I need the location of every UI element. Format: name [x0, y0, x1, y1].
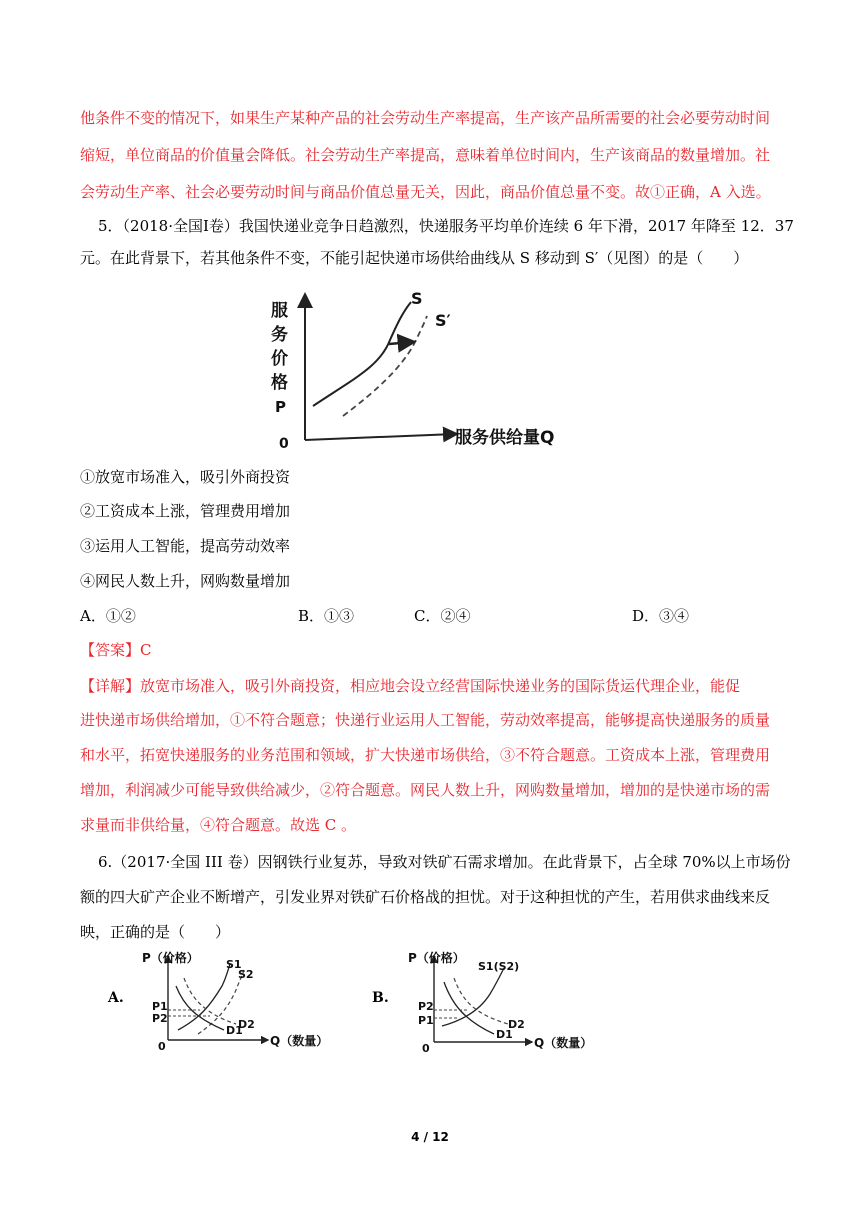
a-origin: 0: [158, 1040, 166, 1053]
detail-text-1: 放宽市场准入，吸引外商投资，相应地会设立经营国际快递业务的国际货运代理企业，能促: [140, 677, 741, 695]
q5-statement-1: ①放宽市场准入，吸引外商投资: [80, 468, 291, 486]
q5-option-a: A．①②: [80, 607, 136, 625]
q6-option-b-label: B.: [372, 990, 389, 1006]
y-label-letter: P: [275, 398, 286, 416]
a-d1-curve: [176, 986, 224, 1030]
q5-stem-line-1: 5．（2018·全国Ⅰ卷）我国快递业竞争日趋激烈，快递服务平均单价连续 6 年下滑，2017 年降至 12．37: [98, 217, 794, 235]
q5-answer: [80, 640, 152, 660]
a-s2-label: S2: [238, 968, 254, 981]
q5-option-c: C．②④: [414, 607, 471, 625]
explanation-line-1: 他条件不变的情况下，如果生产某种产品的社会劳动生产率提高，生产该产品所需要的社会必要劳动时间: [80, 109, 771, 127]
q6-option-a-label: A.: [108, 990, 124, 1006]
explanation-line-2: 缩短，单位商品的价值量会降低。社会劳动生产率提高，意味着单位时间内，生产该商品的数量增加。社: [80, 146, 771, 164]
b-d1-curve: [444, 982, 494, 1034]
b-d2-curve: [454, 978, 508, 1024]
b-x-label: Q（数量）: [534, 1036, 593, 1050]
q5-stem-line-2: 元。在此背景下，若其他条件不变，不能引起快递市场供给曲线从 S 移动到 S′（见图）的是（ ）: [80, 249, 749, 267]
q5-detail-line-4: 增加，利润减少可能导致供给减少，②符合题意。网民人数上升，网购数量增加，增加的是快递市场的需: [80, 781, 771, 799]
supply-curve-s-prime: [343, 316, 427, 416]
a-s1-label: S1: [226, 958, 242, 971]
b-origin: 0: [422, 1042, 430, 1055]
b-p2: P2: [418, 1000, 434, 1013]
explanation-line-3: 会劳动生产率、社会必要劳动时间与商品价值总量无关，因此，商品价值总量不变。故①正确，A 入选。: [80, 183, 771, 201]
q6-figure-a: [140, 948, 340, 1058]
curve-s-prime-label: S′: [435, 311, 451, 330]
q5-option-b: B．①③: [298, 607, 355, 625]
a-x-label: Q（数量）: [270, 1034, 329, 1048]
q6-figure-b: [404, 948, 614, 1058]
page-number: 4 / 12: [411, 1130, 449, 1144]
detail-label: 【详解】: [80, 677, 141, 695]
a-y-label: P（价格）: [142, 951, 199, 965]
a-p2: P2: [152, 1012, 168, 1025]
curve-s-label: S: [411, 289, 423, 308]
y-label-char-3: 价: [271, 349, 288, 369]
x-axis-label: 服务供给量Q: [455, 428, 555, 448]
answer-value: C: [140, 641, 152, 659]
b-y-label: P（价格）: [408, 951, 465, 965]
q5-statement-4: ④网民人数上升，网购数量增加: [80, 572, 291, 590]
q6-stem-line-2: 额的四大矿产企业不断增产，引发业界对铁矿石价格战的担忧。对于这种担忧的产生，若用供求曲线来反: [80, 888, 771, 906]
q6-stem-line-1: 6.（2017·全国 III 卷）因钢铁行业复苏，导致对铁矿石需求增加。在此背景下，占全球 70%以上市场份: [98, 853, 791, 871]
b-s-label: S1(S2): [478, 960, 520, 973]
q5-detail-line-1: [80, 676, 740, 696]
q5-detail-line-5: 求量而非供给量，④符合题意。故选 C 。: [80, 816, 357, 834]
a-d1-label: D1: [226, 1024, 243, 1037]
b-p1: P1: [418, 1014, 434, 1027]
y-label-char-2: 务: [271, 325, 288, 345]
q5-statement-2: ②工资成本上涨，管理费用增加: [80, 502, 291, 520]
y-label-char-4: 格: [271, 373, 288, 393]
q5-detail-line-3: 和水平，拓宽快递服务的业务范围和领域，扩大快递市场供给，③不符合题意。工资成本上涨，管理费用: [80, 746, 771, 764]
q5-supply-figure: [265, 288, 565, 460]
a-d2-label: D2: [238, 1018, 255, 1031]
answer-label: 【答案】: [80, 641, 141, 659]
a-p1: P1: [152, 1000, 168, 1013]
q5-option-d: D．③④: [632, 607, 690, 625]
y-label-char-1: 服: [271, 301, 288, 321]
q5-statement-3: ③运用人工智能，提高劳动效率: [80, 537, 291, 555]
shift-arrow: [389, 342, 412, 344]
b-d1-label: D1: [496, 1028, 513, 1041]
supply-curve-s: [313, 302, 411, 406]
q6-stem-line-3: 映，正确的是（ ）: [80, 923, 231, 941]
a-d2-curve: [184, 978, 236, 1024]
q5-detail-line-2: 进快递市场供给增加，①不符合题意；快递行业运用人工智能，劳动效率提高，能够提高快递服务的质量: [80, 711, 771, 729]
b-d2-label: D2: [508, 1018, 525, 1031]
origin-label: 0: [279, 436, 289, 452]
x-axis: [305, 434, 455, 440]
